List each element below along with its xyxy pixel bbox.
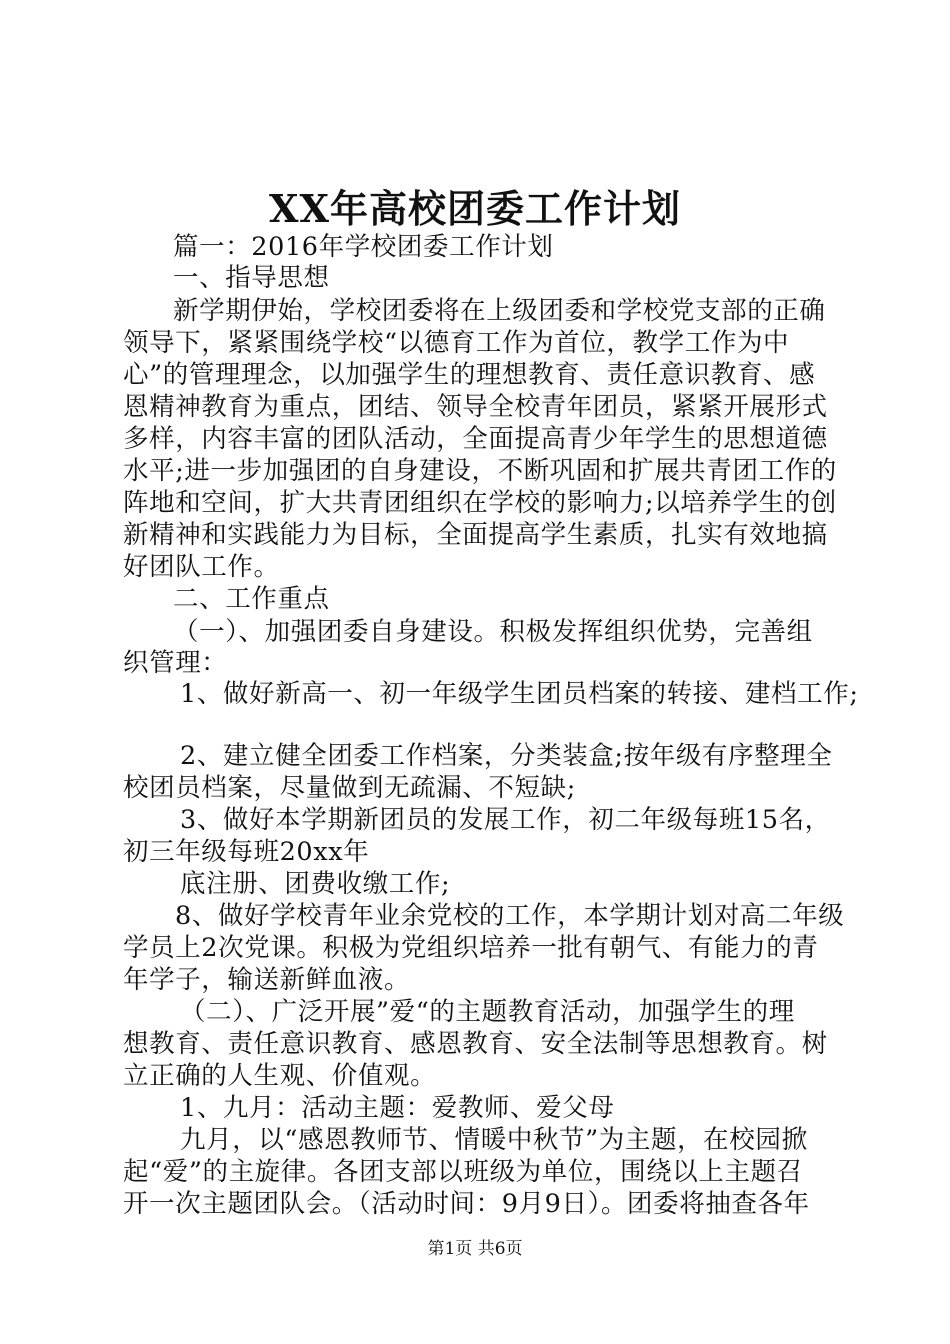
text-line: 水平;进一步加强团的自身建设，不断巩固和扩展共青团工作的 xyxy=(123,456,837,486)
text-line: 底注册、团费收缴工作; xyxy=(180,869,451,899)
text-line: 新精神和实践能力为目标，全面提高学生素质，扎实有效地搞 xyxy=(123,520,828,550)
text-line: 九月，以“感恩教师节、情暖中秋节”为主题，在校园掀 xyxy=(180,1125,808,1155)
text-line: 起“爱”的主旋律。各团支部以班级为单位，围绕以上主题召 xyxy=(123,1157,803,1187)
text-line: 8、做好学校青年业余党校的工作，本学期计划对高二年级 xyxy=(175,901,845,931)
text-line: 开一次主题团队会。（活动时间：9月9日）。团委将抽查各年 xyxy=(123,1189,810,1219)
text-line: 1、九月：活动主题：爱教师、爱父母 xyxy=(180,1093,615,1123)
text-line: （一）、加强团委自身建设。积极发挥组织优势，完善组 xyxy=(173,617,813,647)
text-line: 篇一：2016年学校团委工作计划 xyxy=(173,232,554,262)
text-line: 初三年级每班20xx年 xyxy=(123,837,370,867)
text-line: （二）、广泛开展”爱“的主题教育活动，加强学生的理 xyxy=(180,997,795,1027)
text-line: 恩精神教育为重点，团结、领导全校青年团员，紧紧开展形式 xyxy=(123,392,828,422)
text-line: 学员上2次党课。积极为党组织培养一批有朝气、有能力的青 xyxy=(123,933,819,963)
text-line: 好团队工作。 xyxy=(123,552,280,582)
text-line: 2、建立健全团委工作档案，分类装盒;按年级有序整理全 xyxy=(180,741,833,771)
text-line: 多样，内容丰富的团队活动，全面提高青少年学生的思想道德 xyxy=(123,424,828,454)
text-line: 织管理： xyxy=(123,648,228,678)
document-title: XX年高校团委工作计划 xyxy=(269,186,681,231)
text-line: 1、做好新高一、初一年级学生团员档案的转接、建档工作; xyxy=(180,679,859,709)
text-line: 校团员档案，尽量做到无疏漏、不短缺; xyxy=(123,773,576,803)
text-line: 年学子，输送新鲜血液。 xyxy=(123,965,411,995)
text-line: 二、工作重点 xyxy=(173,584,330,614)
text-line: 心”的管理理念，以加强学生的理想教育、责任意识教育、感 xyxy=(123,360,816,390)
text-line: 想教育、责任意识教育、感恩教育、安全法制等思想教育。树 xyxy=(123,1029,828,1059)
text-line: 领导下，紧紧围绕学校“以德育工作为首位，教学工作为中 xyxy=(123,328,790,358)
text-line: 新学期伊始，学校团委将在上级团委和学校党支部的正确 xyxy=(173,296,826,326)
page-footer: 第1页 共6页 xyxy=(427,1239,523,1259)
text-line: 阵地和空间，扩大共青团组织在学校的影响力;以培养学生的创 xyxy=(123,488,837,518)
text-line: 一、指导思想 xyxy=(173,263,330,293)
text-line: 3、做好本学期新团员的发展工作，初二年级每班15名， xyxy=(180,805,831,835)
text-line: 立正确的人生观、价值观。 xyxy=(123,1061,437,1091)
